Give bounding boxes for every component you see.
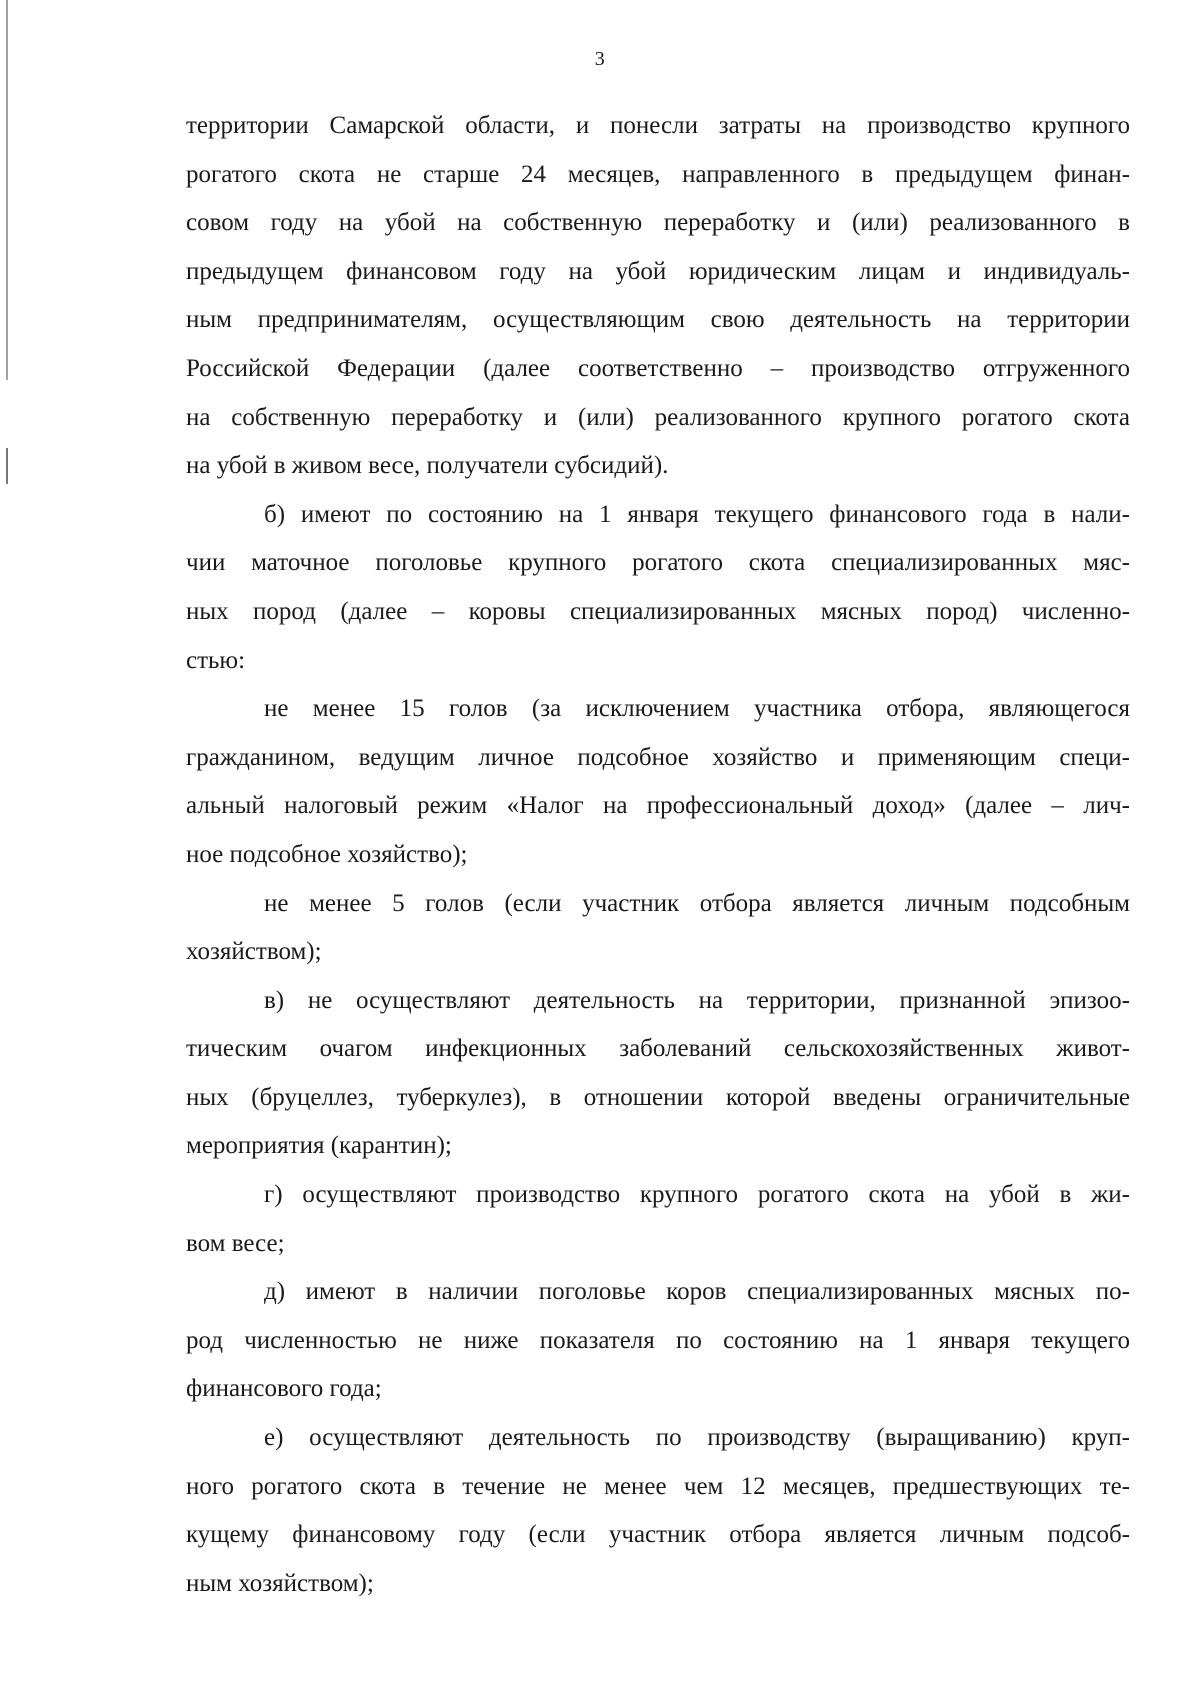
text-line: вом весе;	[186, 1229, 285, 1257]
text-line: чии маточное поголовье крупного рогатого скота специализированных мяс-	[186, 549, 1130, 577]
text-line: стью:	[186, 646, 246, 674]
text-line: ных пород (далее – коровы специализированных мясных пород) численно-	[186, 597, 1130, 625]
text-line: ным предпринимателям, осуществляющим свою деятельность на территории	[186, 306, 1130, 334]
text-line: мероприятия (карантин);	[186, 1132, 452, 1160]
text-line: рогатого скота не старше 24 месяцев, направленного в предыдущем финан-	[186, 160, 1130, 188]
text-line: совом году на убой на собственную переработку и (или) реализованного в	[186, 209, 1130, 237]
text-line: б) имеют по состоянию на 1 января текущего финансового года в нали-	[264, 500, 1130, 528]
text-line: на собственную переработку и (или) реализованного крупного рогатого скота	[186, 403, 1130, 431]
text-line: гражданином, ведущим личное подсобное хозяйство и применяющим специ-	[186, 743, 1130, 771]
text-line: д) имеют в наличии поголовье коров специализированных мясных по-	[264, 1278, 1130, 1306]
text-line: ного рогатого скота в течение не менее чем 12 месяцев, предшествующих те-	[186, 1472, 1130, 1500]
text-line: кущему финансовому году (если участник отбора является личным подсоб-	[186, 1521, 1130, 1549]
text-line: финансового года;	[186, 1375, 382, 1403]
scan-edge-mark	[6, 448, 8, 484]
text-line: в) не осуществляют деятельность на территории, признанной эпизоо-	[264, 986, 1130, 1014]
text-line: не менее 15 голов (за исключением участника отбора, являющегося	[264, 695, 1130, 723]
text-line: тическим очагом инфекционных заболеваний сельскохозяйственных живот-	[186, 1035, 1130, 1063]
text-line: альный налоговый режим «Налог на профессиональный доход» (далее – лич-	[186, 792, 1130, 820]
text-line: род численностью не ниже показателя по состоянию на 1 января текущего	[186, 1326, 1130, 1354]
text-line: ных (бруцеллез, туберкулез), в отношении которой введены ограничительные	[186, 1083, 1130, 1111]
text-line: на убой в живом весе, получатели субсидий).	[186, 452, 669, 480]
text-line: хозяйством);	[186, 938, 322, 966]
document-body	[186, 102, 1130, 1608]
text-line: ным хозяйством);	[186, 1569, 374, 1597]
text-line: е) осуществляют деятельность по производству (выращиванию) круп-	[264, 1424, 1130, 1452]
page-number: 3	[594, 48, 606, 70]
text-line: г) осуществляют производство крупного рогатого скота на убой в жи-	[264, 1181, 1130, 1209]
text-line: Российской Федерации (далее соответственно – производство отгруженного	[186, 354, 1130, 382]
text-line: ное подсобное хозяйство);	[186, 840, 468, 868]
text-line: территории Самарской области, и понесли затраты на производство крупного	[186, 112, 1130, 139]
text-line: не менее 5 голов (если участник отбора является личным подсобным	[264, 889, 1130, 917]
text-line: предыдущем финансовом году на убой юридическим лицам и индивидуаль-	[186, 257, 1130, 285]
